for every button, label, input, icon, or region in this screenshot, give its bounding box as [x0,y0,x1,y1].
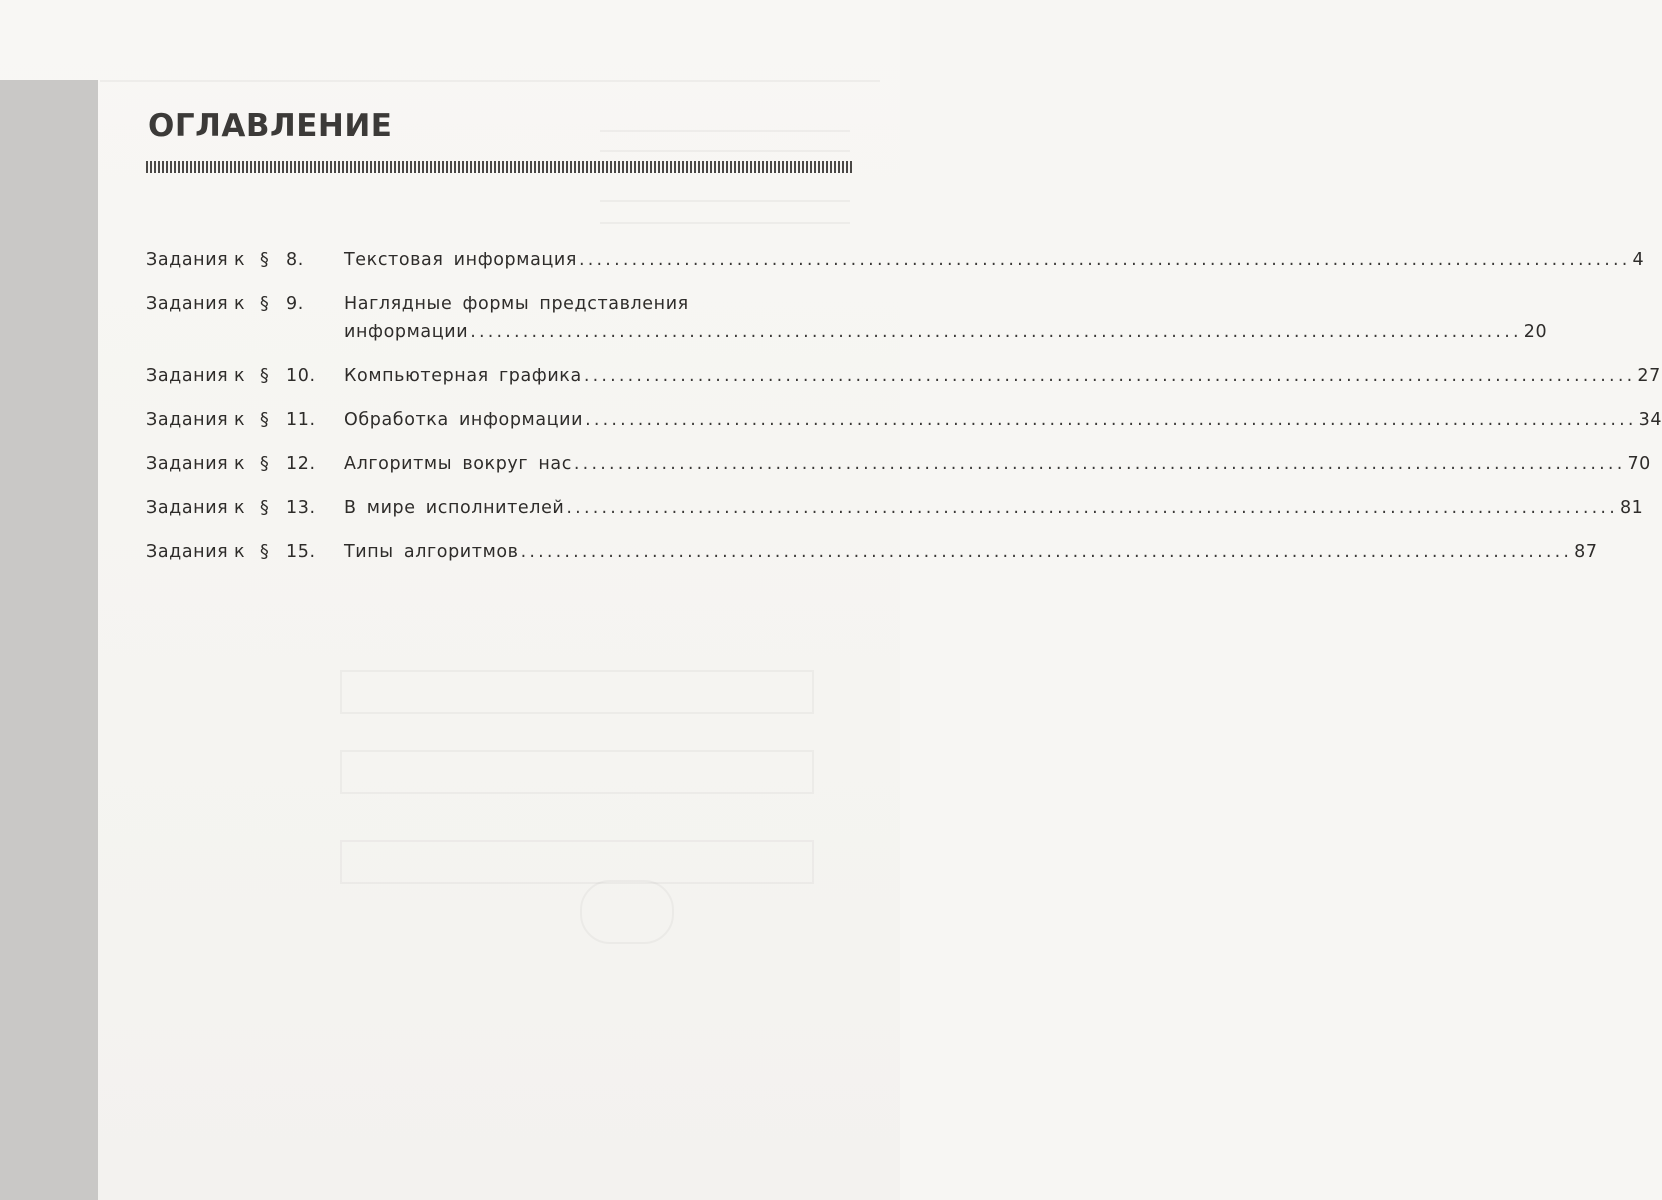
toc-label: Задания [146,498,229,518]
toc-preposition: к [234,294,246,314]
dot-leader: ........................................................................................................................ [520,542,1573,562]
toc-preposition: к [234,250,246,270]
section-number: 15. [286,542,316,562]
page-number: 4 [1632,250,1645,270]
dot-leader: ........................................................................................................................ [470,322,1522,342]
toc-label: Задания [146,294,229,314]
section-sign: § [260,542,270,562]
page-number: 87 [1574,542,1598,562]
toc-entry-prefix [146,450,344,478]
section-number: 12. [286,454,316,474]
dot-leader: ........................................................................................................................ [585,410,1637,430]
dot-leader: ........................................................................................................................ [573,454,1626,474]
show-through-line [100,80,880,82]
toc-entry [146,406,1662,434]
toc-entry [146,290,1548,346]
section-number: 9. [286,294,304,314]
show-through-box [340,670,814,714]
section-number: 8. [286,250,304,270]
toc-entry-title: Типы алгоритмов [344,542,519,562]
show-through-box [580,880,674,944]
show-through-box [340,840,814,884]
section-sign: § [260,454,270,474]
show-through-line [600,130,850,132]
toc-preposition: к [234,366,246,386]
toc-label: Задания [146,454,229,474]
show-through [56,22,136,72]
toc-entry [146,362,1661,390]
section-number: 11. [286,410,316,430]
page-number: 34 [1638,410,1662,430]
page-number: 70 [1627,454,1651,474]
table-of-contents [146,246,1662,582]
toc-entry [146,494,1644,522]
section-sign: § [260,250,270,270]
toc-entry-prefix [146,494,344,522]
section-sign: § [260,366,270,386]
dot-leader: ........................................................................................................................ [583,366,1636,386]
toc-entry [146,246,1645,274]
section-sign: § [260,294,270,314]
toc-entry-prefix [146,290,344,318]
page-number: 20 [1523,322,1548,342]
toc-label: Задания [146,542,229,562]
show-through-line [600,200,850,202]
dot-leader: ........................................................................................................................ [579,250,1631,270]
page-number: 27 [1637,366,1661,386]
section-number: 13. [286,498,316,518]
show-through-line [600,150,850,152]
toc-entry [146,538,1598,566]
section-number: 10. [286,366,316,386]
toc-entry-title: информации [344,322,469,342]
page-title: ОГЛАВЛЕНИЕ [148,108,393,144]
toc-entry-title: Текстовая информация [344,250,578,270]
toc-entry-title: Алгоритмы вокруг нас [344,454,572,474]
toc-label: Задания [146,250,229,270]
toc-entry [146,450,1651,478]
toc-entry-title: Обработка информации [344,410,584,430]
toc-preposition: к [234,498,246,518]
toc-entry-prefix [146,362,344,390]
side-strip [0,80,98,1200]
show-through-line [600,222,850,224]
page-number: 81 [1619,498,1644,518]
title-underline [146,161,852,173]
section-sign: § [260,410,270,430]
toc-label: Задания [146,366,229,386]
toc-entry-prefix [146,246,344,274]
toc-preposition: к [234,454,246,474]
toc-entry-title: Компьютерная графика [344,366,582,386]
toc-entry-title: Наглядные формы представления [344,294,689,314]
toc-preposition: к [234,542,246,562]
toc-preposition: к [234,410,246,430]
dot-leader: ........................................................................................................................ [566,498,1618,518]
toc-entry-prefix [146,538,344,566]
toc-entry-prefix [146,406,344,434]
toc-label: Задания [146,410,229,430]
toc-entry-title: В мире исполнителей [344,498,565,518]
section-sign: § [260,498,270,518]
show-through-box [340,750,814,794]
